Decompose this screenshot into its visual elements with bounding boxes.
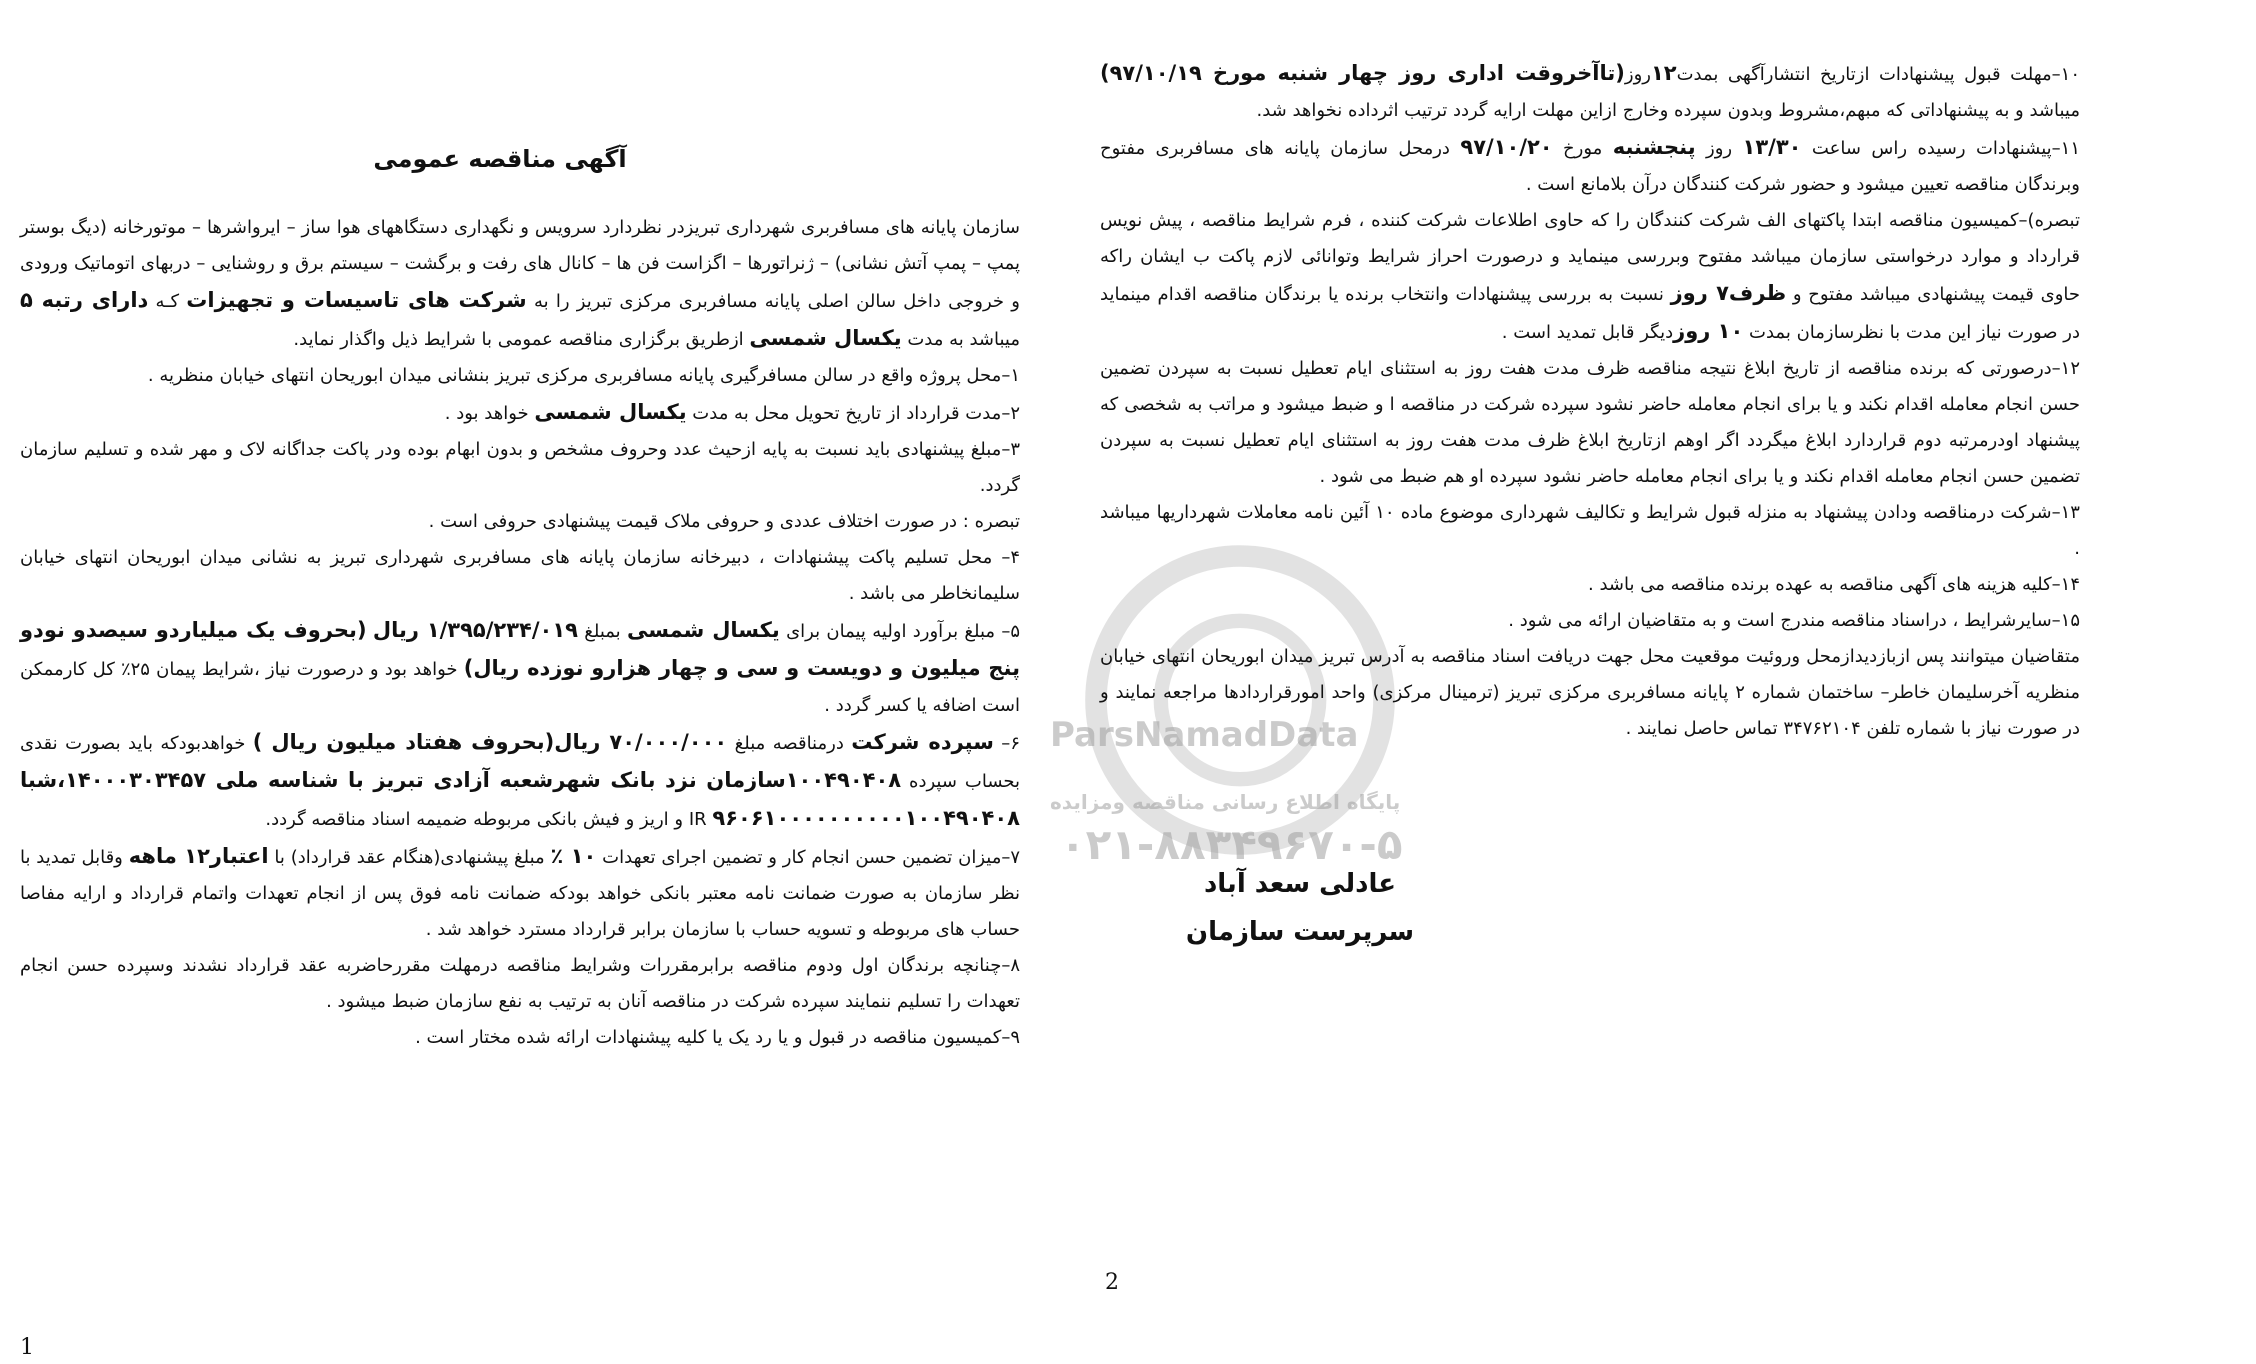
right-column [1100,55,2080,747]
page-number-left: 1 [20,1335,34,1360]
item-10: ۱۰–مهلت قبول پیشنهادات ازتاریخ انتشارآگهی بمدت۱۲روز(تاآخروقت اداری روز چهار شنبه مورخ ۹۷/۱۰/۱۹) میباشد و به پیشنهاداتی که مبهم،مشروط وبدون سپرده وخارج ازاین مهلت ارایه گردد ترتیب اثرداده نخواهد شد. [1100,61,2080,121]
item-3: ۳–مبلغ پیشنهادی باید نسبت به پایه ازحیث عدد وحروف مشخص و بدون ابهام بوده ودر پاکت جداگانه لاک و مهر شده و تسلیم سازمان گردد. [20,439,1020,496]
item-9: ۹–کمیسیون مناقصه در قبول و یا رد یک یا کلیه پیشنهادات ارائه شده مختار است . [415,1027,1020,1048]
item-15: ۱۵–سایرشرایط ، دراسناد مناقصه مندرج است و به متقاضیان ارائه می شود . [1508,610,2080,631]
signature-block [1150,860,1450,956]
page-title: آگهی مناقصه عمومی [373,145,627,173]
page-number-right: 2 [1105,1270,1119,1295]
intro-paragraph: سازمان پایانه های مسافربری شهرداری تبریزدر نظردارد سرویس و نگهداری دستگاههای هوا ساز – ایرواشرها – موتورخانه (دیگ بوستر پمپ – پمپ آتش نشانی) – ژنراتورها – اگزاست فن ها – کانال های رفت و برگشت – سیستم برق و روشنایی – دربهای اتوماتیک ورودی و خروجی داخل سالن اصلی پایانه مسافربری مرکزی تبریز را به شرکت های تاسیسات و تجهیزات کـه دارای رتبه ۵ میباشد به مدت یکسال شمسی ازطریق برگزاری مناقصه عمومی با شرایط ذیل واگذار نماید. [20,217,1020,350]
watermark-brand: ParsNamadData [1050,715,1359,755]
item-8: ۸–چنانچه برندگان اول ودوم مناقصه برابرمقررات وشرایط مناقصه درمهلت مقررحاضربه عقد قرارداد نشدند وسپرده حسن انجام تعهدات را تسلیم ننمایند سپرده شرکت در مناقصه آنان به ترتیب به نفع سازمان ضبط میشود . [20,955,1020,1012]
item-2: ۲–مدت قرارداد از تاریخ تحویل محل به مدت یکسال شمسی خواهد بود . [444,400,1020,424]
item-13: ۱۳–شرکت درمناقصه ودادن پیشنهاد به منزله قبول شرایط و تکالیف شهرداری موضوع ماده ۱۰ آئین نامه معاملات شهرداریها میباشد . [1100,502,2080,559]
item-1: ۱–محل پروژه واقع در سالن مسافرگیری پایانه مسافربری مرکزی تبریز بنشانی میدان ابوریحان انتهای خیابان منظریه . [147,365,1020,386]
signer-name: عادلی سعد آباد [1203,869,1397,899]
item-7: ۷–میزان تضمین حسن انجام کار و تضمین اجرای تعهدات ۱۰ ٪ مبلغ پیشنهادی(هنگام عقد قرارداد) با اعتبار۱۲ ماهه وقابل تمدید با نظر سازمان به صورت ضمانت نامه معتبر بانکی خواهد بودکه ضمانت نامه فوق پس از انجام تعهدات واتمام قرارداد و ارایه مفاصا حساب های مربوطه و تسویه حساب با سازمان برابر قرارداد مسترد خواهد شد . [20,844,1021,940]
signer-role: سرپرست سازمان [1185,917,1415,947]
note-3: تبصره : در صورت اختلاف عددی و حروفی ملاک قیمت پیشنهادی حروفی است . [428,511,1020,532]
watermark-caption: پایگاه اطلاع رسانی مناقصه ومزایده [1050,790,1401,814]
item-6: ۶– سپرده شرکت درمناقصه مبلغ ۷۰/۰۰۰/۰۰۰ ریال(بحروف هفتاد میلیون ریال ) خواهدبودکه باید بصورت نقدی بحساب سپرده ۱۰۰۴۹۰۴۰۸سازمان نزد بانک شهرشعبه آزادی تبریز با شناسه ملی ۱۴۰۰۰۳۰۳۴۵۷،شبا ۹۶۰۶۱۰۰۰۰۰۰۰۰۰۰۱۰۰۴۹۰۴۰۸ IR و اریز و فیش بانکی مربوطه ضمیمه اسناد مناقصه گردد. [20,730,1021,830]
item-14: ۱۴–کلیه هزینه های آگهی مناقصه به عهده برنده مناقصه می باشد . [1588,574,2080,595]
note-11: تبصره)–کمیسیون مناقصه ابتدا پاکتهای الف شرکت کنندگان را که حاوی اطلاعات شرکت کننده ، فرم شرایط مناقصه ، پیش نویس قرارداد و موارد درخواستی سازمان میباشد مفتوح وبررسی مینماید و درصورت احراز شرایط وتوانائی لازم پاکت ب ایشان راکه حاوی قیمت پیشنهادی میباشد مفتوح و ظرف۷ روز نسبت به بررسی پیشنهادات وانتخاب برنده یا برندگان مناقصه اقدام مینماید در صورت نیاز این مدت با نظرسازمان بمدت ۱۰ روزدیگر قابل تمدید است . [1100,210,2080,343]
item-4: ۴– محل تسلیم پاکت پیشنهادات ، دبیرخانه سازمان پایانه های مسافربری شهرداری تبریز به نشانی میدان ابوریحان انتهای خیابان سلیمانخاطر می باشد . [20,547,1020,604]
left-column [20,210,1020,1056]
item-5: ۵– مبلغ برآورد اولیه پیمان برای یکسال شمسی بمبلغ ۱/۳۹۵/۲۳۴/۰۱۹ ریال (بحروف یک میلیاردو سیصدو نودو پنج میلیون و دویست و سی و چهار هزارو نوزده ریال) خواهد بود و درصورت نیاز ،شرایط پیمان ۲۵٪ کل کارممکن است اضافه یا کسر گردد . [20,618,1020,716]
item-11: ۱۱–پیشنهادات رسیده راس ساعت ۱۳/۳۰ روز پنجشنبه مورخ ۹۷/۱۰/۲۰ درمحل سازمان پایانه های مسافربری مفتوح وبرندگان مناقصه تعیین میشود و حضور شرکت کنندگان درآن بلامانع است . [1100,135,2080,195]
item-12: ۱۲–درصورتی که برنده مناقصه از تاریخ ابلاغ نتیجه مناقصه ظرف مدت هفت روز به استثنای ایام تعطیل نسبت به سپردن تضمین حسن انجام معامله اقدام نکند و یا برای انجام معامله حاضر نشود سپرده شرکت در مناقصه ا و ضبط میشود و مراتب به شخصی که پیشنهاد اودرمرتبه دوم قراردارد ابلاغ میگردد اگر اوهم ازتاریخ ابلاغ ظرف مدت هفت روز به استثنای ایام تعطیل نسبت به سپردن تضمین حسن انجام معامله اقدام نکند و یا برای انجام معامله حاضر نشود سپرده او هم ضبط می شود . [1100,358,2080,487]
closing-paragraph: متقاضیان میتوانند پس ازبازدیدازمحل وروئیت موقعیت محل جهت دریافت اسناد مناقصه به آدرس تبریز میدان ابوریحان انتهای خیابان منظریه آخرسلیمان خاطر– ساختمان شماره ۲ پایانه مسافربری مرکزی تبریز (ترمینال مرکزی) واحد امورقراردادها مراجعه نمایند و در صورت نیاز با شماره تلفن ۳۴۷۶۲۱۰۴ تماس حاصل نمایند . [1100,646,2080,739]
watermark-phone: ۰۲۱-۸۸۳۴۹۶۷۰-۵ [1060,820,1403,869]
